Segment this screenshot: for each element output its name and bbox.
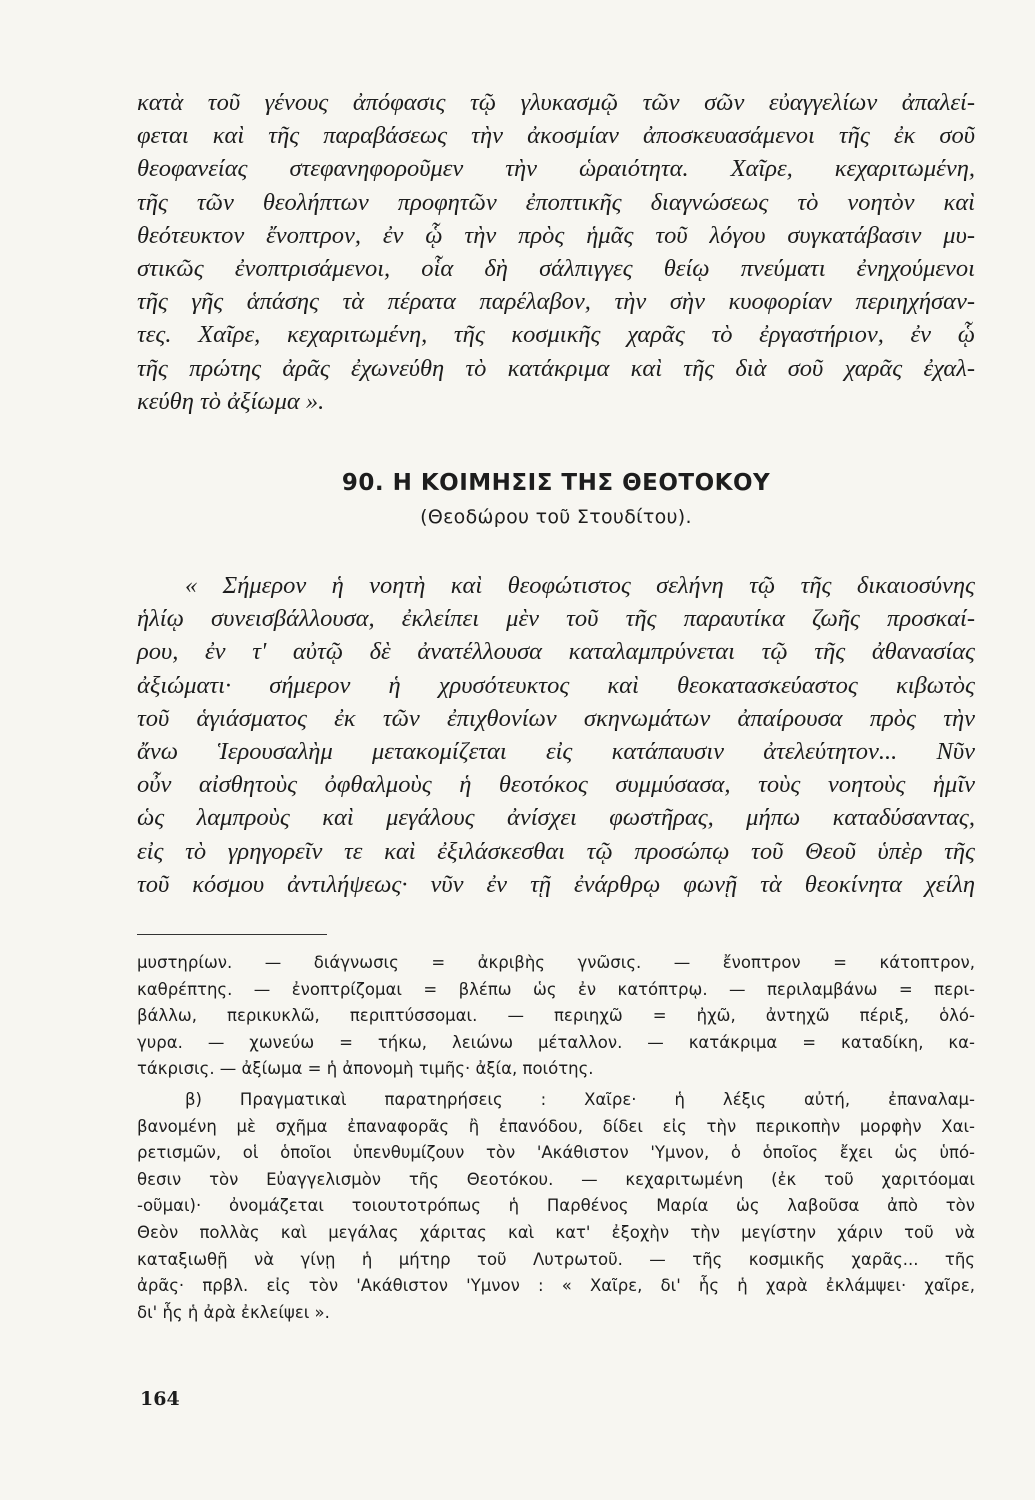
text-line: θεότευκτον ἔνοπτρον, ἐν ᾧ τὴν πρὸς ἡμᾶς τοῦ λόγου συγκατάβασιν μυ- bbox=[137, 221, 975, 249]
note-line: θεσιν τὸν Εὐαγγελισμὸν τῆς Θεοτόκου. — κεχαριτωμένη (ἐκ τοῦ χαριτόομαι bbox=[137, 1169, 975, 1189]
note-line: βανομένη μὲ σχῆμα ἐπαναφορᾶς ἢ ἐπανόδου, δίδει εἰς τὴν περικοπὴν μορφὴν Χαι- bbox=[137, 1116, 975, 1136]
text-line: ὡς λαμπροὺς καὶ μεγάλους ἀνίσχει φωστῆρας, μήπω καταδύσαντας, bbox=[137, 804, 975, 832]
note-line: ρετισμῶν, οἱ ὁποῖοι ὑπενθυμίζουν τὸν 'Ακάθιστον 'Υμνον, ὁ ὁποῖος ἔχει ὡς ὑπό- bbox=[137, 1143, 975, 1163]
text-line: τες. Χαῖρε, κεχαριτωμένη, τῆς κοσμικῆς χαρᾶς τὸ ἐργαστήριον, ἐν ᾧ bbox=[137, 321, 975, 349]
text-line: ἀξιώματι· σήμερον ἡ χρυσότευκτος καὶ θεοκατασκεύαστος κιβωτὸς bbox=[137, 671, 975, 699]
text-line: τῆς γῆς ἁπάσης τὰ πέρατα παρέλαβον, τὴν σὴν κυοφορίαν περιηχήσαν- bbox=[137, 288, 975, 316]
text-line: τοῦ ἁγιάσματος ἐκ τῶν ἐπιχθονίων σκηνωμάτων ἀπαίρουσα πρὸς τὴν bbox=[137, 704, 975, 732]
footnotes bbox=[137, 950, 975, 1326]
text-line: κατὰ τοῦ γένους ἀπόφασις τῷ γλυκασμῷ τῶν σῶν εὐαγγελίων ἀπαλεί- bbox=[137, 89, 975, 116]
text-line: τῆς πρώτης ἀρᾶς ἐχωνεύθη τὸ κατάκριμα καὶ τῆς διὰ σοῦ χαρᾶς ἐχαλ- bbox=[137, 354, 975, 382]
top-paragraph bbox=[137, 86, 975, 418]
note-line: βάλλω, περικυκλῶ, περιπτύσσομαι. — περιηχῶ = ἠχῶ, ἀντηχῶ πέριξ, ὁλό- bbox=[137, 1006, 975, 1026]
note-line: -οῦμαι)· ὀνομάζεται τοιουτοτρόπως ἡ Παρθένος Μαρία ὡς λαβοῦσα ἀπὸ τὸν bbox=[137, 1196, 975, 1216]
note-line: δι' ἧς ἡ ἀρὰ ἐκλείψει ». bbox=[137, 1302, 330, 1322]
note-line: Θεὸν πολλὰς καὶ μεγάλας χάριτας καὶ κατ' ἐξοχὴν τὴν μεγίστην χάριν τοῦ νὰ bbox=[137, 1222, 975, 1242]
text-line: στικῶς ἐνοπτρισάμενοι, οἷα δὴ σάλπιγγες θείῳ πνεύματι ἐνηχούμενοι bbox=[137, 255, 975, 283]
text-line: ἄνω Ἱερουσαλὴμ μετακομίζεται εἰς κατάπαυσιν ἀτελεύτητον... Νῦν bbox=[137, 738, 975, 766]
text-line: « Σήμερον ἡ νοητὴ καὶ θεοφώτιστος σελήνη τῷ τῆς δικαιοσύνης bbox=[185, 572, 975, 599]
note-line: μυστηρίων. — διάγνωσις = ἀκριβὴς γνῶσις. — ἔνοπτρον = κάτοπτρον, bbox=[137, 953, 975, 972]
text-line: ρου, ἐν τ' αὐτῷ δὲ ἀνατέλλουσα καταλαμπρύνεται τῷ τῆς ἀθανασίας bbox=[137, 638, 975, 666]
note-line: καταξιωθῇ νὰ γίνῃ ἡ μήτηρ τοῦ Λυτρωτοῦ. — τῆς κοσμικῆς χαρᾶς... τῆς bbox=[137, 1249, 975, 1269]
page-number: 164 bbox=[140, 1388, 180, 1410]
text-line: κεύθη τὸ ἀξίωμα ». bbox=[137, 387, 325, 415]
section-title: 90. Η ΚΟΙΜΗΣΙΣ ΤΗΣ ΘΕΟΤΟΚΟΥ bbox=[341, 470, 771, 496]
text-line: οὖν αἰσθητοὺς ὀφθαλμοὺς ἡ θεοτόκος συμμύσασα, τοὺς νοητοὺς ἡμῖν bbox=[137, 771, 975, 799]
text-line: εἰς τὸ γρηγορεῖν τε καὶ ἐξιλάσκεσθαι τῷ προσώπῳ τοῦ Θεοῦ ὑπὲρ τῆς bbox=[137, 837, 975, 865]
note-line: καθρέπτης. — ἐνοπτρίζομαι = βλέπω ὡς ἐν κατόπτρῳ. — περιλαμβάνω = περι- bbox=[137, 979, 975, 999]
text-line: φεται καὶ τῆς παραβάσεως τὴν ἀκοσμίαν ἀποσκευασάμενοι τῆς ἐκ σοῦ bbox=[137, 122, 975, 150]
note-line: τάκρισις. — ἀξίωμα = ἡ ἀπονομὴ τιμῆς· ἀξία, ποιότης. bbox=[137, 1059, 594, 1079]
glossary-notes bbox=[137, 950, 975, 1083]
note-line: γυρα. — χωνεύω = τήκω, λειώνω μέταλλον. — κατάκριμα = καταδίκη, κα- bbox=[137, 1032, 975, 1052]
factual-remarks bbox=[137, 1087, 975, 1326]
note-line: ἀρᾶς· πρβλ. εἰς τὸν 'Ακάθιστον 'Υμνον : « Χαῖρε, δι' ἧς ἡ χαρὰ ἐκλάμψει· χαῖρε, bbox=[137, 1276, 975, 1296]
footnote-divider bbox=[137, 934, 327, 935]
text-line: θεοφανείας στεφανηφοροῦμεν τὴν ὡραιότητα. Χαῖρε, κεχαριτωμένη, bbox=[137, 155, 975, 183]
text-line: τοῦ κόσμου ἀντιλήψεως· νῦν ἐν τῇ ἐνάρθρῳ φωνῇ τὰ θεοκίνητα χείλη bbox=[137, 870, 975, 898]
section-paragraph bbox=[137, 569, 975, 901]
text-line: τῆς τῶν θεολήπτων προφητῶν ἐποπτικῆς διαγνώσεως τὸ νοητὸν καὶ bbox=[137, 188, 975, 216]
note-line: β) Πραγματικαὶ παρατηρήσεις : Χαῖρε· ἡ λέξις αὐτή, ἐπαναλαμ- bbox=[185, 1089, 975, 1109]
section-subtitle: (Θεοδώρου τοῦ Στουδίτου). bbox=[420, 506, 692, 528]
text-line: ἡλίῳ συνεισβάλλουσα, ἐκλείπει μὲν τοῦ τῆς παραυτίκα ζωῆς προσκαί- bbox=[137, 605, 975, 633]
